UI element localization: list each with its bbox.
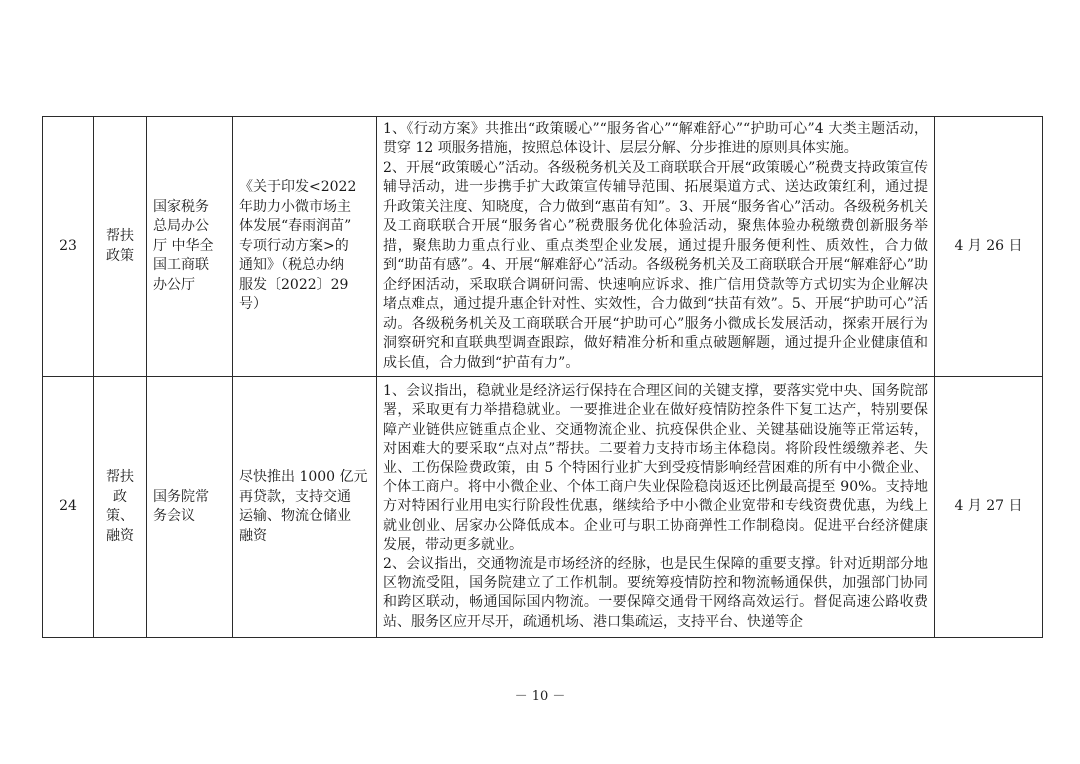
row-number: 23 xyxy=(43,117,94,377)
row-issuer: 国务院常 务会议 xyxy=(147,377,233,638)
row-content: 1、《行动方案》共推出“政策暖心”“服务省心”“解难舒心”“护助可心”4 大类主题活动，贯穿 12 项服务措施，按照总体设计、层层分解、分步推进的原则具体实施。 2、开展“政策暖心”活动。各级税务机关及工商联联合开展“政策暖心”税费支持政策宣传辅导活动，进一步携手扩大政策宣传辅导范围、拓展渠道方式、送达政策红利，通过提升政策关注度、知晓度，合力做到“惠苗有知”。3、开展“服务省心”活动。各级税务机关及工商联联合开展“服务省心”税费服务优化体验活动，聚焦体验办税缴费创新服务举措，聚焦助力重点行业、重点类型企业发展，通过提升服务便利性、质效性，合力做到“助苗有感”。4、开展“解难舒心”活动。各级税务机关及工商联联合开展“解难舒心”助企纾困活动，采取联合调研问需、快速响应诉求、推广信用贷款等方式切实为企业解决堵点难点，通过提升惠企针对性、实效性，合力做到“扶苗有效”。5、开展“护助可心”活动。各级税务机关及工商联联合开展“护助可心”服务小微成长发展活动，探索开展行为洞察研究和直联典型调查跟踪，做好精准分析和重点破题解题，通过提升企业健康值和成长值，合力做到“护苗有力”。 xyxy=(377,117,935,377)
row-number: 24 xyxy=(43,377,94,638)
row-content: 1、会议指出，稳就业是经济运行保持在合理区间的关键支撑，要落实党中央、国务院部署，采取更有力举措稳就业。一要推进企业在做好疫情防控条件下复工达产，特别要保障产业链供应链重点企业、交通物流企业、抗疫保供企业、关键基础设施等正常运转，对困难大的要采取“点对点”帮扶。二要着力支持市场主体稳岗。将阶段性缓缴养老、失业、工伤保险费政策，由 5 个特困行业扩大到受疫情影响经营困难的所有中小微企业、个体工商户。将中小微企业、个体工商户失业保险稳岗返还比例最高提至 90%。支持地方对特困行业用电实行阶段性优惠，继续给予中小微企业宽带和专线资费优惠，为线上就业创业、居家办公降低成本。企业可与职工协商弹性工作制稳岗。促进平台经济健康发展，带动更多就业。 2、会议指出，交通物流是市场经济的经脉，也是民生保障的重要支撑。针对近期部分地区物流受阻，国务院建立了工作机制。要统筹疫情防控和物流畅通保供，加强部门协同和跨区联动，畅通国际国内物流。一要保障交通骨干网络高效运行。督促高速公路收费站、服务区应开尽开，疏通机场、港口集疏运，支持平台、快递等企 xyxy=(377,377,935,638)
row-category: 帮扶 政策、 融资 xyxy=(94,377,147,638)
row-date: 4 月 27 日 xyxy=(935,377,1043,638)
row-document: 尽快推出 1000 亿元 再贷款，支持交通 运输、物流仓储业 融资 xyxy=(233,377,377,638)
row-date: 4 月 26 日 xyxy=(935,117,1043,377)
row-document: 《关于印发<2022 年助力小微市场主 体发展“春雨润苗” 专项行动方案>的 通知》（税总办纳 服发〔2022〕29 号） xyxy=(233,117,377,377)
table-row xyxy=(43,377,1043,638)
policy-table xyxy=(42,116,1043,638)
row-issuer: 国家税务 总局办公 厅 中华全 国工商联 办公厅 xyxy=(147,117,233,377)
page-number: － 10 － xyxy=(514,689,566,704)
table-row xyxy=(43,117,1043,377)
row-category: 帮扶 政策 xyxy=(94,117,147,377)
